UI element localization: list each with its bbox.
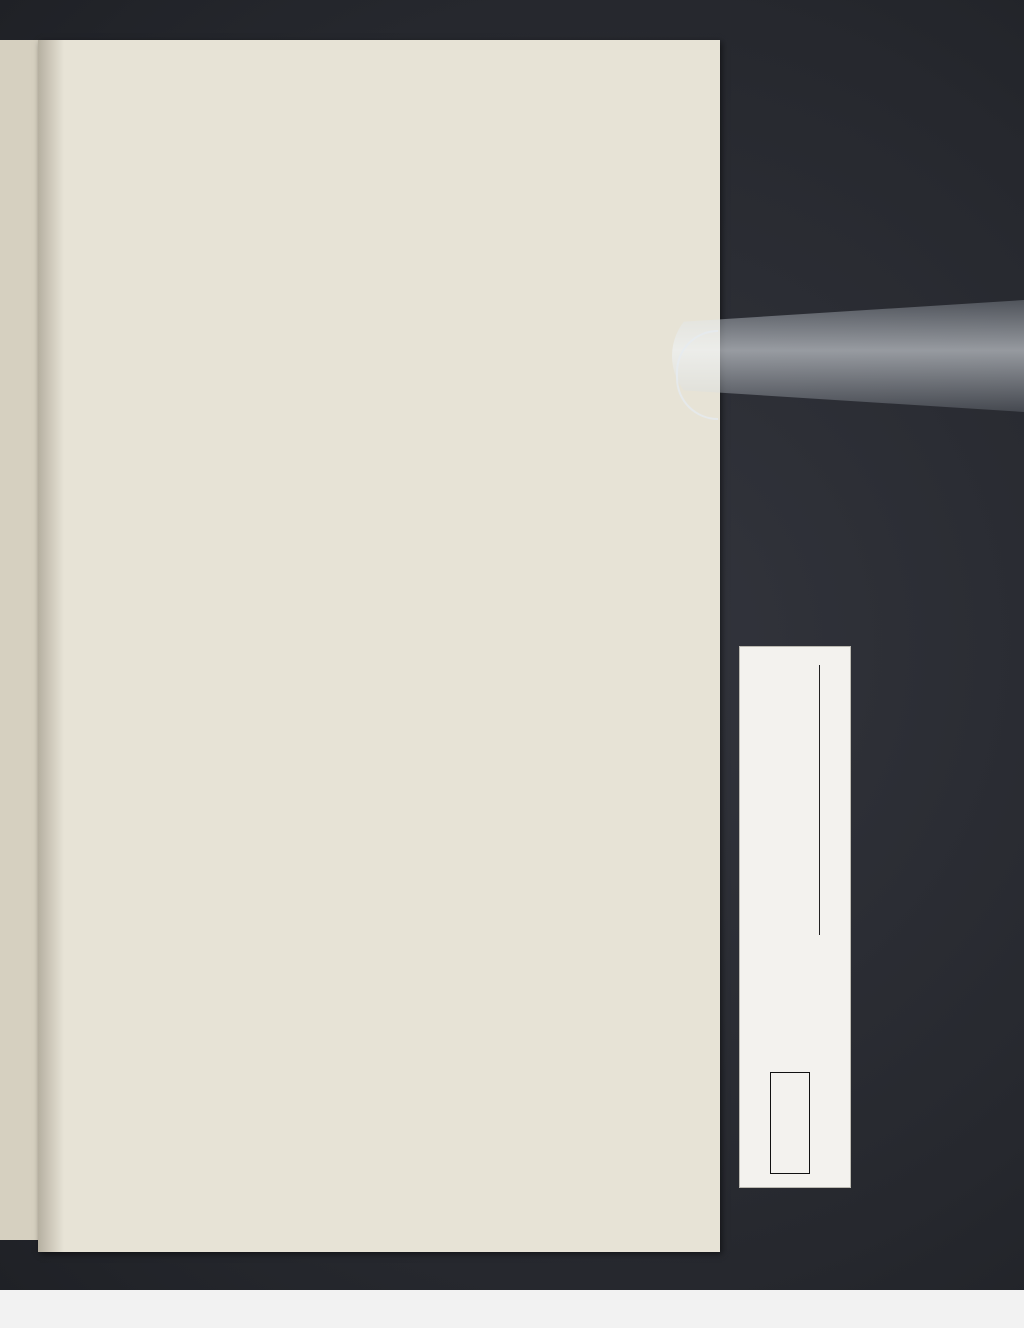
- viewer-footer-bar: [0, 1290, 1024, 1328]
- page-footer: [146, 1150, 634, 1184]
- previous-page-edge: [0, 40, 40, 1240]
- color-scale-card: [739, 646, 851, 1188]
- book-page: [38, 40, 720, 1252]
- ruler: [750, 665, 820, 935]
- hab-logo-icon[interactable]: [10, 1297, 50, 1321]
- ruler-line: [819, 665, 820, 935]
- page-header: [188, 178, 638, 212]
- gray-scale-patches: [770, 1072, 810, 1174]
